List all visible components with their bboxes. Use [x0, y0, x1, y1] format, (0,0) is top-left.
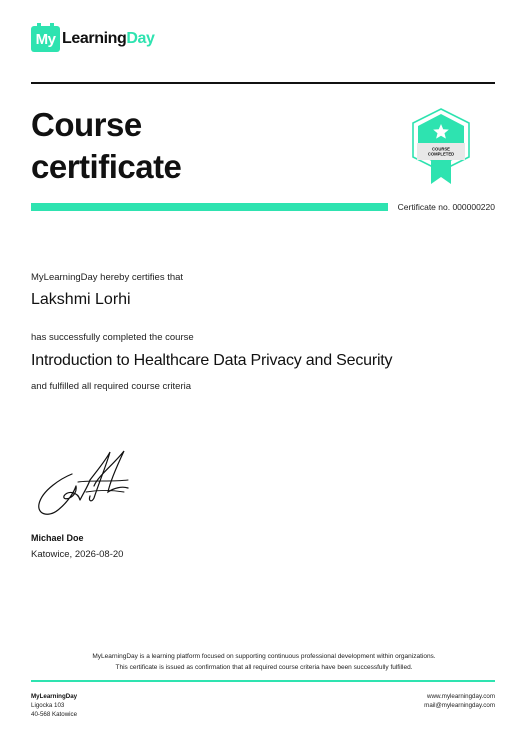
footer-address [31, 692, 77, 719]
footer-street: Ligocka 103 [31, 702, 65, 709]
title-line-1: Course [31, 106, 142, 143]
certificate-number: Certificate no. 000000220 [397, 202, 495, 212]
badge-label-line-1: COURSE [432, 146, 450, 152]
course-completed-badge-icon [409, 108, 473, 184]
certificate-title [31, 104, 181, 188]
header-divider [31, 82, 495, 84]
logo-badge: My [31, 26, 60, 52]
logo-wordmark [62, 30, 155, 48]
brand-logo [31, 26, 155, 52]
footer-contact [424, 692, 495, 710]
accent-bar [31, 203, 388, 211]
logo-word-learning: Learning [62, 30, 127, 47]
disclaimer [0, 651, 528, 673]
fulfilled-text: and fulfilled all required course criteria [31, 381, 191, 392]
completed-text: has successfully completed the course [31, 332, 194, 343]
footer-divider [31, 680, 495, 682]
footer-company: MyLearningDay [31, 693, 78, 700]
disclaimer-line-2: This certificate is issued as confirmation that all required course criteria have been successfully fulfilled. [115, 664, 413, 671]
course-title: Introduction to Healthcare Data Privacy and Security [31, 352, 393, 369]
footer-city: 40-568 Katowice [31, 711, 78, 718]
recipient-name: Lakshmi Lorhi [31, 291, 131, 308]
signature-image [34, 446, 134, 522]
badge-label-line-2: COMPLETED [427, 151, 455, 157]
logo-word-day: Day [126, 30, 155, 47]
certifies-text: MyLearningDay hereby certifies that [31, 272, 184, 283]
footer-email-link[interactable]: mail@mylearningday.com [424, 702, 495, 709]
signer-name: Michael Doe [31, 533, 84, 543]
title-line-2: certificate [31, 148, 182, 185]
disclaimer-line-1: MyLearningDay is a learning platform focused on supporting continuous professional development within organizations. [92, 653, 436, 660]
footer-website-link[interactable]: www.mylearningday.com [427, 693, 495, 700]
signing-place-date: Katowice, 2026-08-20 [31, 549, 124, 560]
